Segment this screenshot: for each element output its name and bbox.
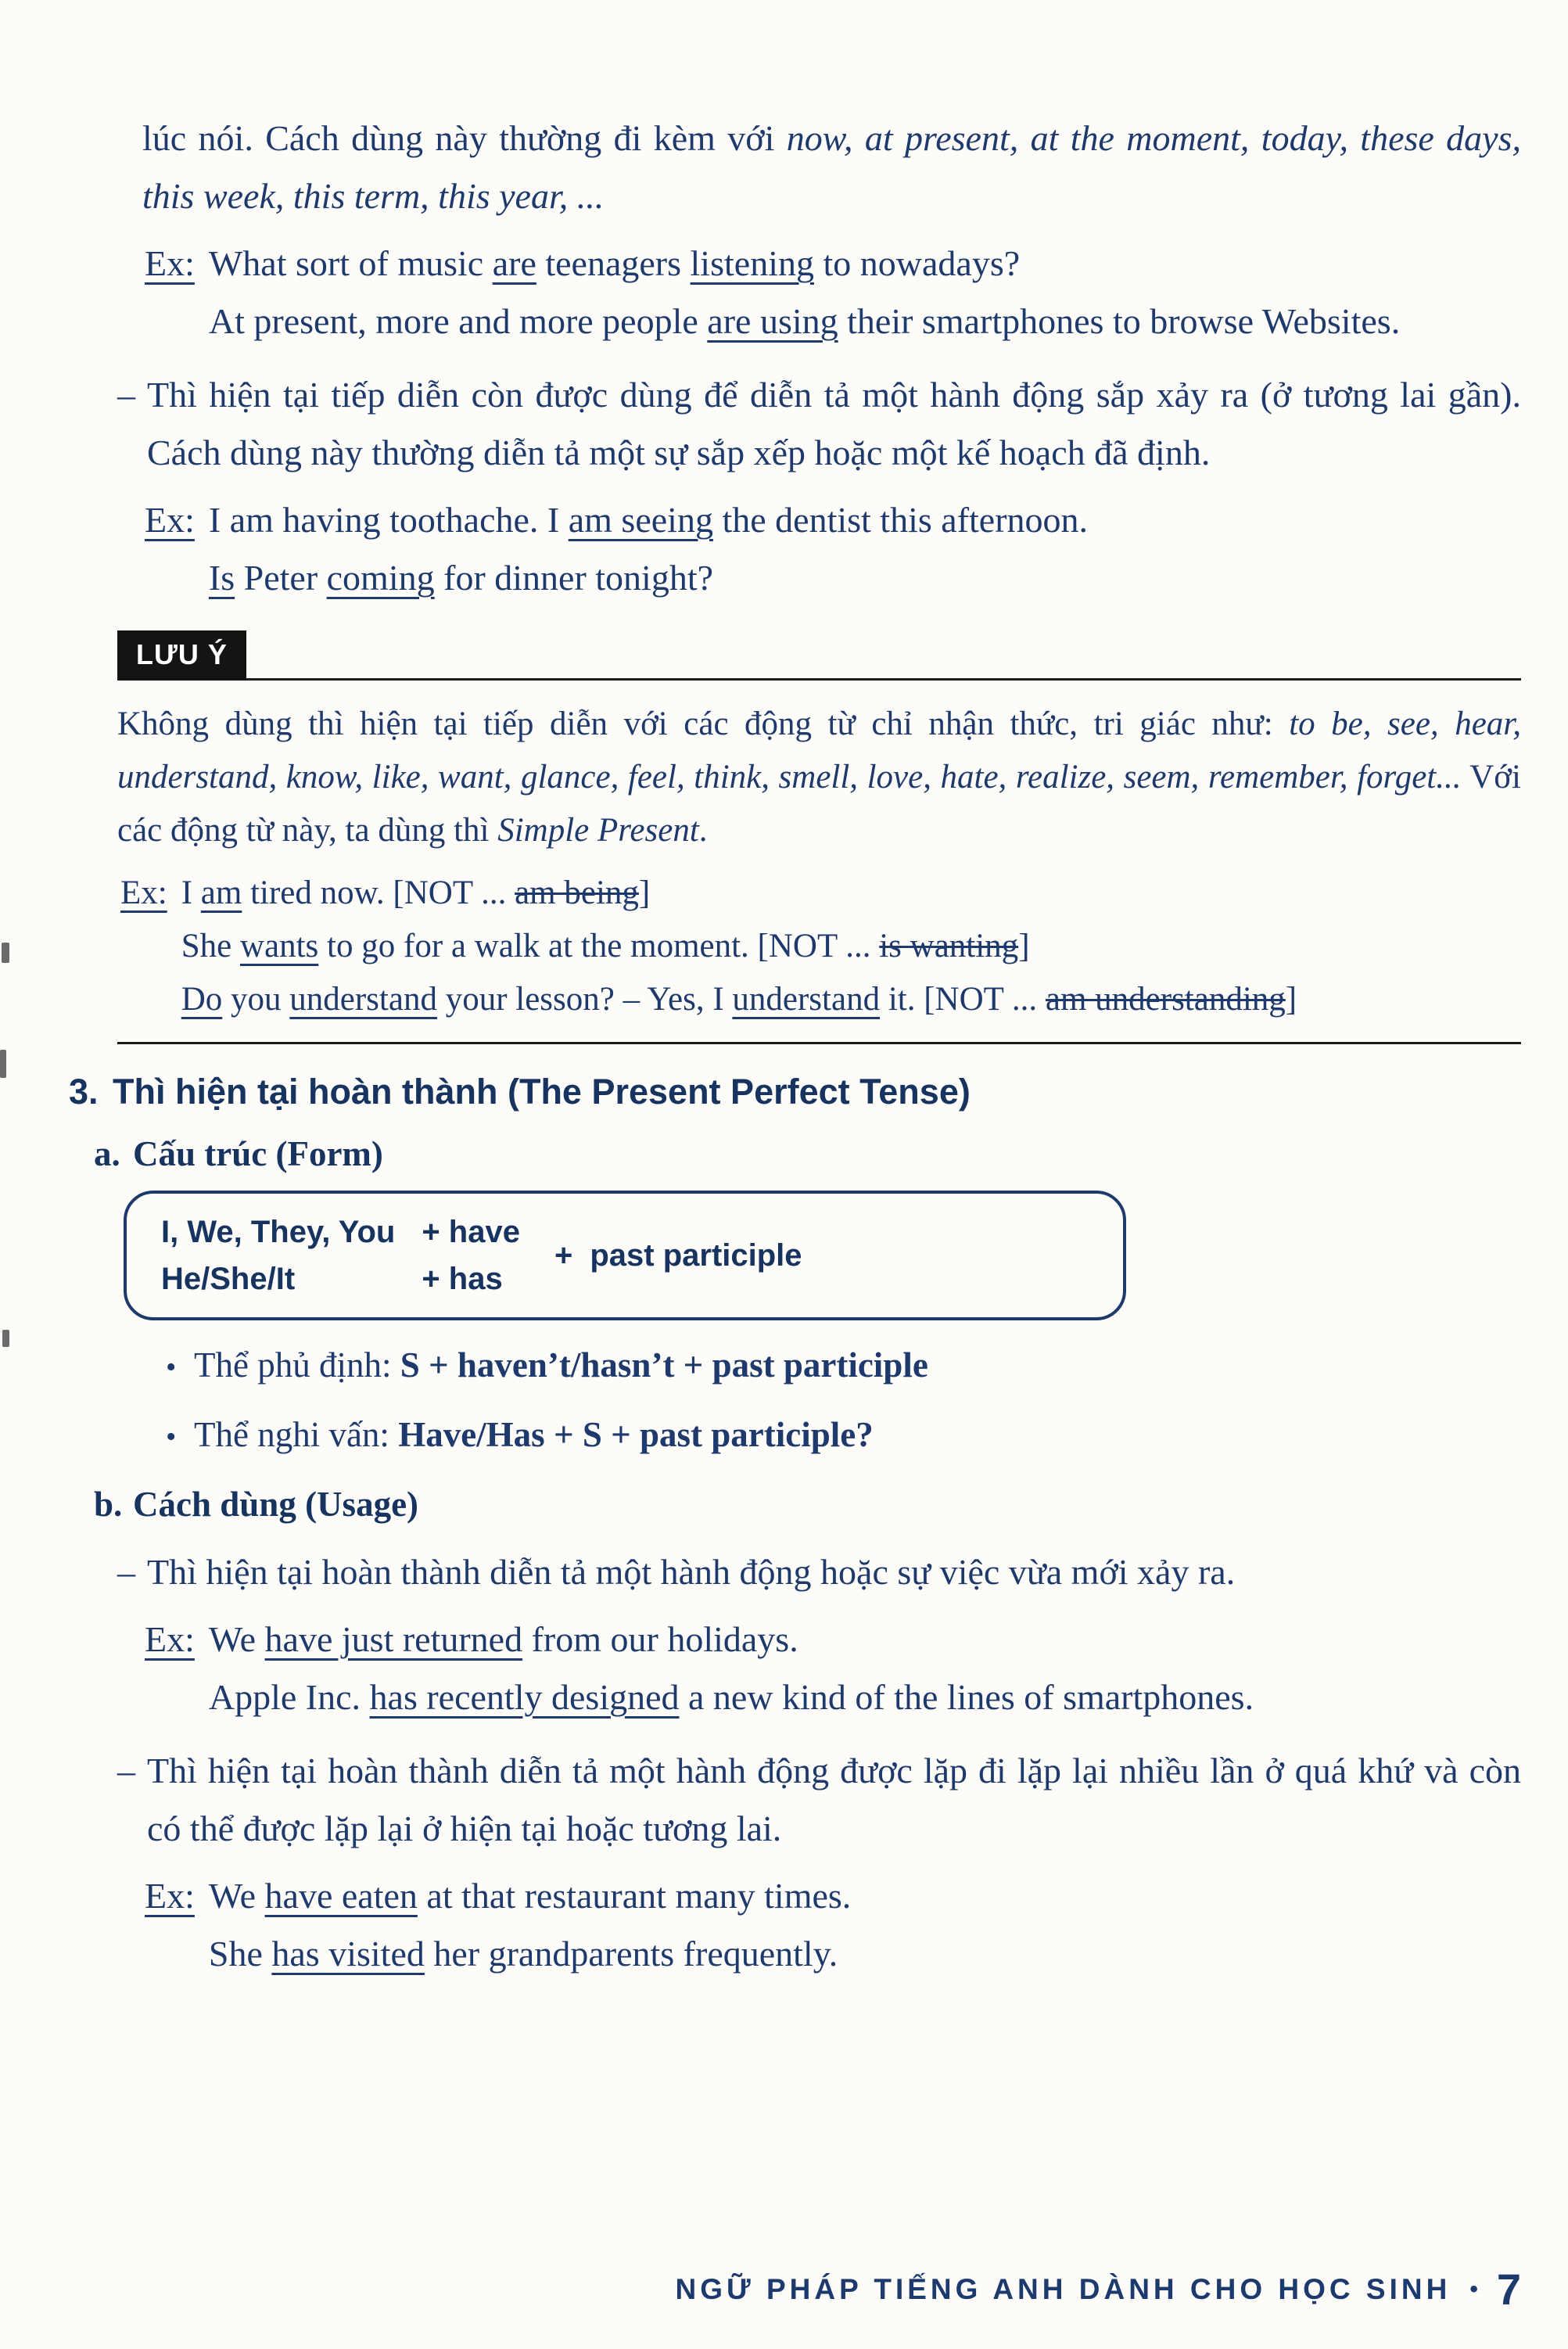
text-segment: your lesson? – Yes, I (436, 981, 733, 1018)
text-segment: to go for a walk at the moment. [NOT ... (318, 928, 880, 964)
footer-book-title: NGỮ PHÁP TIẾNG ANH DÀNH CHO HỌC SINH (675, 2273, 1451, 2305)
formula-rows (161, 1209, 520, 1302)
example-line (181, 920, 1521, 973)
text-segment: understand (289, 981, 437, 1018)
text-segment: a new kind of the lines of smartphones. (679, 1676, 1254, 1717)
text-segment: am (200, 875, 242, 911)
example-block-present-continuous-now (145, 235, 1521, 350)
text-segment: have eaten (264, 1875, 418, 1916)
text-segment: Apple Inc. (208, 1676, 370, 1717)
text-segment: Với các động từ này, ta dùng thì (117, 759, 1521, 849)
text-segment: She (208, 1933, 272, 1974)
text-segment: At present, more and more people (208, 301, 708, 341)
text-segment: understand (732, 981, 881, 1018)
formula-participle: past participle (590, 1238, 802, 1273)
example-label: Ex: (145, 243, 195, 283)
bullet-label: Thể phủ định: (194, 1345, 400, 1385)
scan-artifact (0, 1050, 6, 1078)
text-segment: . (698, 812, 708, 849)
usage-point-text (147, 366, 1521, 482)
text-segment: tired now. [NOT ... (242, 875, 515, 911)
example-body (181, 867, 1521, 1026)
note-header-rule (246, 678, 1521, 681)
paragraph-present-continuous-usage (142, 110, 1521, 225)
example-line (209, 1668, 1521, 1726)
example-block-repeated-action (145, 1867, 1521, 1983)
formula-participle-group (554, 1233, 802, 1278)
text-segment: What sort of music (208, 243, 493, 283)
text-segment: for dinner tonight? (434, 558, 714, 598)
subsection-letter: a. (94, 1133, 120, 1173)
example-label: Ex: (145, 1875, 195, 1916)
text-segment: I am having toothache. I (208, 500, 569, 540)
example-block-stative-verbs (120, 867, 1521, 1026)
section-number: 3. (69, 1072, 99, 1112)
text-segment: ] (1285, 981, 1297, 1018)
subsection-heading-usage (94, 1482, 1521, 1528)
footer-separator-dot: • (1469, 2276, 1478, 2302)
text-segment: ] (638, 875, 651, 911)
example-block-recent-action (145, 1611, 1521, 1726)
formula-row2-verb: + has (422, 1262, 503, 1296)
text-segment: am understanding (1045, 981, 1286, 1018)
text-segment: now, at present, at the moment, today, these days, this week, this term, this year, ... (142, 118, 1521, 216)
usage-point-text (147, 1742, 1521, 1858)
scan-artifact (2, 943, 9, 963)
text-segment: Is (208, 558, 235, 598)
page-content (69, 110, 1522, 1983)
formula-plus-sign: + (554, 1238, 573, 1273)
text-segment: She (181, 928, 240, 964)
text-segment: to nowadays? (813, 243, 1021, 283)
text-segment: We (208, 1618, 265, 1659)
example-line (209, 549, 1521, 607)
formula-row1-subject: I, We, They, You (161, 1215, 396, 1249)
subsection-title: Cách dùng (Usage) (133, 1485, 419, 1524)
example-label: Ex: (145, 1618, 195, 1659)
text-segment: has recently designed (369, 1676, 680, 1717)
text-segment: wants (239, 928, 319, 964)
subsection-title: Cấu trúc (Form) (133, 1133, 383, 1173)
note-paragraph (117, 698, 1521, 857)
text-segment: I (181, 875, 201, 911)
text-segment: lúc nói. Cách dùng này thường đi kèm với (142, 118, 787, 158)
text-segment: are (492, 243, 536, 283)
example-line (209, 1925, 1521, 1983)
subsection-letter: b. (94, 1485, 123, 1524)
scan-artifact (2, 1330, 9, 1347)
usage-point-text (147, 1543, 1521, 1601)
bullet-negative-form (166, 1336, 1521, 1396)
formula-row2-subject: He/She/It (161, 1262, 296, 1296)
note-badge: LƯU Ý (117, 630, 246, 681)
text-segment: ] (1018, 928, 1030, 964)
example-line (209, 235, 1521, 293)
text-segment: their smartphones to browse Websites. (838, 301, 1401, 341)
dash-marker: – (117, 1750, 135, 1790)
formula-box-present-perfect (124, 1191, 1126, 1320)
formula-row1-verb: + have (422, 1215, 520, 1249)
note-bottom-rule (117, 1042, 1521, 1044)
usage-point-recent-action (117, 1543, 1521, 1601)
text-segment: teenagers (536, 243, 691, 283)
text-segment: the dentist this afternoon. (712, 500, 1089, 540)
example-body (209, 491, 1521, 607)
usage-point-repeated-action (117, 1742, 1521, 1858)
note-header (117, 630, 1521, 681)
section-title: Thì hiện tại hoàn thành (The Present Perfect Tense) (113, 1072, 971, 1112)
example-label: Ex: (145, 500, 195, 540)
text-segment: Thì hiện tại hoàn thành diễn tả một hành động hoặc sự việc vừa mới xảy ra. (147, 1551, 1236, 1592)
text-segment: you (222, 981, 290, 1018)
example-block-present-continuous-future (145, 491, 1521, 607)
example-line (209, 491, 1521, 549)
bullet-dot: • (166, 1421, 177, 1453)
bullet-label: Thể nghi vấn: (194, 1415, 399, 1454)
text-segment: Do (181, 981, 223, 1018)
usage-point-future-arrangement (117, 366, 1521, 482)
example-body (209, 1867, 1521, 1983)
text-segment: Thì hiện tại tiếp diễn còn được dùng để diễn tả một hành động sắp xảy ra (ở tương lai gần). Cách dùng này thường diễn tả một sự sắp xếp hoặc một kế hoạch đã định. (147, 375, 1521, 472)
text-segment: are using (707, 301, 838, 341)
text-segment: have just returned (264, 1618, 523, 1659)
text-segment: Không dùng thì hiện tại tiếp diễn với các động từ chỉ nhận thức, tri giác như: (117, 706, 1290, 742)
text-segment: from our holidays. (522, 1618, 798, 1659)
text-segment: We (208, 1875, 265, 1916)
text-segment: listening (690, 243, 814, 283)
bullet-dot: • (166, 1351, 177, 1384)
text-segment: coming (326, 558, 435, 598)
text-segment: her grandparents frequently. (424, 1933, 838, 1974)
example-line (209, 1611, 1521, 1668)
bullet-formula: Have/Has + S + past participle? (398, 1415, 874, 1454)
example-line (209, 293, 1521, 350)
text-segment: am being (515, 875, 639, 911)
text-segment: at that restaurant many times. (417, 1875, 852, 1916)
text-segment: am seeing (568, 500, 713, 540)
bullet-interrogative-form (166, 1406, 1521, 1466)
text-segment: to be, see, hear, understand, know, like, want, glance, feel, think, smell, love, hate, realize, seem, remember, forget... (117, 706, 1522, 796)
example-line (181, 867, 1521, 920)
text-segment: is wanting (879, 928, 1019, 964)
page-footer (675, 2265, 1521, 2314)
example-line (209, 1867, 1521, 1925)
text-segment: has visited (271, 1933, 425, 1974)
note-section (117, 630, 1521, 1044)
subsection-heading-form (94, 1131, 1521, 1177)
example-line (181, 973, 1521, 1026)
text-segment: Simple Present (497, 812, 699, 849)
bullet-formula: S + haven’t/hasn’t + past participle (400, 1345, 928, 1385)
text-segment: Peter (235, 558, 327, 598)
section-heading-present-perfect (69, 1069, 1521, 1115)
dash-marker: – (117, 1551, 135, 1592)
text-segment: Thì hiện tại hoàn thành diễn tả một hành động được lặp đi lặp lại nhiều lần ở quá khứ và còn có thể được lặp lại ở hiện tại hoặc tương lai. (147, 1750, 1521, 1848)
example-body (209, 1611, 1521, 1726)
example-body (209, 235, 1521, 350)
text-segment: it. [NOT ... (880, 981, 1046, 1018)
page-number: 7 (1496, 2265, 1521, 2314)
dash-marker: – (117, 375, 135, 415)
example-label: Ex: (120, 875, 167, 911)
